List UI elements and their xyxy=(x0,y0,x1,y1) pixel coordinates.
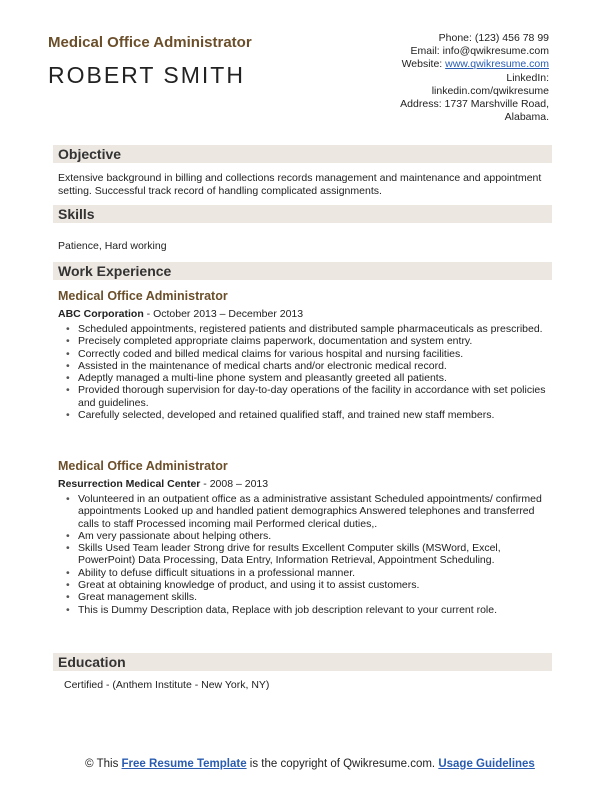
list-item: • Great at obtaining knowledge of product, and using it to assist customers. xyxy=(64,579,549,591)
list-item: • Provided thorough supervision for day-to-day operations of the facility in accordance with set policies and guidelines. xyxy=(64,384,549,409)
job-2-company: Resurrection Medical Center xyxy=(58,478,201,490)
list-item: • Precisely completed appropriate claims paperwork, documentation and system entry. xyxy=(64,335,549,347)
list-item: • Ability to defuse difficult situations in a professional manner. xyxy=(64,567,549,579)
skills-text: Patience, Hard working xyxy=(58,240,167,252)
contact-website xyxy=(289,58,549,71)
job-2-bullets xyxy=(64,493,549,616)
list-item: • Skills Used Team leader Strong drive for results Excellent Computer skills (MSWord, Excel, PowerPoint) Data Processing, Data Entry, Information Retrieval, Appointment Scheduling. xyxy=(64,542,549,567)
list-item: • Volunteered in an outpatient office as a administrative assistant Scheduled appointments/ confirmed appointments Looked up and handled patient demographics Answered telephones and transferred calls to staff Processed incoming mail Performed clerical duties,. xyxy=(64,493,549,530)
footer-prefix: © This xyxy=(85,758,122,770)
list-item: • Assisted in the maintenance of medical charts and/or electronic medical record. xyxy=(64,360,549,372)
job-1-company: ABC Corporation xyxy=(58,308,144,320)
job-2-company-line xyxy=(58,478,268,490)
contact-address-line1: Address: 1737 Marshville Road, xyxy=(400,98,549,111)
list-item: • Scheduled appointments, registered patients and distributed sample pharmaceuticals as prescribed. xyxy=(64,323,549,335)
work-heading: Work Experience xyxy=(58,263,172,279)
contact-address-line2: Alabama. xyxy=(504,111,549,124)
contact-linkedin-label: LinkedIn: xyxy=(506,71,549,84)
list-item: • Great management skills. xyxy=(64,591,549,603)
job-1-company-line xyxy=(58,308,303,320)
job-1-bullets xyxy=(64,323,549,421)
candidate-name: ROBERT SMITH xyxy=(48,62,245,88)
job-2-title: Medical Office Administrator xyxy=(58,459,228,473)
contact-email: Email: info@qwikresume.com xyxy=(410,45,549,58)
objective-text: Extensive background in billing and collections records management and maintenance and appointment setting. Successful track record of handling complicated assignments. xyxy=(58,172,542,197)
work-section-header xyxy=(53,262,552,280)
website-link[interactable]: www.qwikresume.com xyxy=(445,58,549,71)
skills-section-header xyxy=(53,205,552,223)
education-section-header xyxy=(53,653,552,671)
contact-linkedin-value: linkedin.com/qwikresume xyxy=(431,84,549,97)
footer-middle: is the copyright of Qwikresume.com. xyxy=(246,758,439,770)
usage-guidelines-link[interactable]: Usage Guidelines xyxy=(438,758,535,770)
objective-section-header xyxy=(53,145,552,163)
footer-copyright xyxy=(60,757,560,771)
skills-heading: Skills xyxy=(58,206,95,222)
list-item: • Correctly coded and billed medical claims for various hospital and nursing facilities. xyxy=(64,348,549,360)
contact-phone: Phone: (123) 456 78 99 xyxy=(438,32,549,44)
list-item: • This is Dummy Description data, Replace with job description relevant to your current role. xyxy=(64,604,549,616)
free-resume-template-link[interactable]: Free Resume Template xyxy=(121,758,247,770)
job-2-dates: - 2008 – 2013 xyxy=(200,478,269,490)
resume-job-title: Medical Office Administrator xyxy=(48,34,252,51)
education-text: Certified - (Anthem Institute - New York, NY) xyxy=(64,679,270,691)
contact-block xyxy=(289,32,549,124)
list-item: • Adeptly managed a multi-line phone system and pleasantly greeted all patients. xyxy=(64,372,549,384)
job-1-title: Medical Office Administrator xyxy=(58,289,228,303)
objective-heading: Objective xyxy=(58,146,122,162)
list-item: • Carefully selected, developed and retained qualified staff, and trained new staff members. xyxy=(64,409,549,421)
job-1-dates: - October 2013 – December 2013 xyxy=(143,308,304,320)
list-item: • Am very passionate about helping others. xyxy=(64,530,549,542)
education-heading: Education xyxy=(58,654,126,670)
website-label: Website: xyxy=(401,58,446,71)
